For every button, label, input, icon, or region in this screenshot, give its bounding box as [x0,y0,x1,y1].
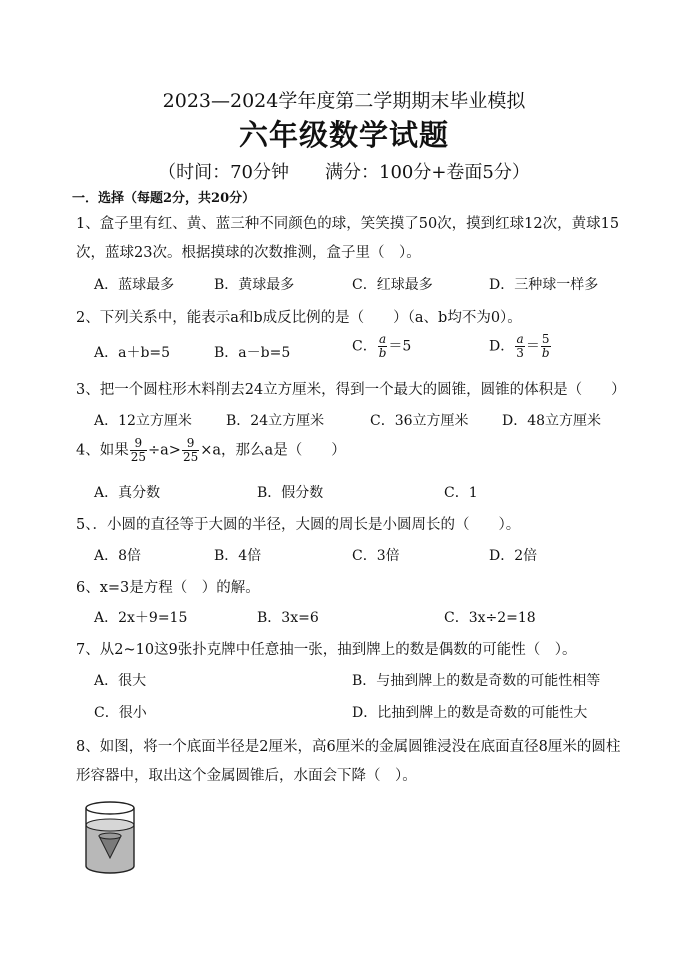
question-7-stem: 7、从2~10这9张扑克牌中任意抽一张，抽到牌上的数是偶数的可能性（ ）。 [76,642,577,658]
q7-option-b[interactable]: B．与抽到牌上的数是奇数的可能性相等 [352,673,601,689]
q1-option-c[interactable]: C．红球最多 [352,277,433,293]
q4-prefix: 4、如果 [76,442,129,459]
q3-option-d[interactable]: D．48立方厘米 [502,413,602,429]
section-heading: 一．选择（每题2分，共20分） [72,191,256,206]
q3-option-c[interactable]: C．36立方厘米 [370,413,469,429]
q4-option-a[interactable]: A．真分数 [94,485,161,501]
q4-option-c[interactable]: C．1 [444,485,478,501]
q1-option-b[interactable]: B．黄球最多 [214,277,295,293]
cone-base [99,833,121,839]
q3-option-b[interactable]: B．24立方厘米 [226,413,325,429]
cylinder-top-rim [86,802,134,814]
q2-option-c[interactable] [352,333,411,360]
question-8-line-2: 形容器中，取出这个金属圆锥后，水面会下降（ ）。 [76,768,417,784]
q2-option-d-label: D． [489,338,515,355]
q4-suffix: ×a，那么a是（ ） [200,442,346,459]
question-8-line-1: 8、如图，将一个底面半径是2厘米，高6厘米的金属圆锥浸没在底面直径8厘米的圆柱 [76,739,621,755]
q3-option-a[interactable]: A．12立方厘米 [94,413,192,429]
q6-option-c[interactable]: C．3x÷2=18 [444,610,536,626]
q1-option-d[interactable]: D．三种球一样多 [489,277,599,293]
q2-option-c-fraction: $\frac{a}{b}$ [378,332,387,360]
q2-option-d-fraction-2: $\frac{5}{b}$ [541,332,550,360]
q4-fraction-2: $\frac{9}{25}$ [182,436,199,464]
question-6-stem: 6、x=3是方程（ ）的解。 [76,580,260,596]
q5-option-b[interactable]: B．4倍 [214,548,262,564]
q4-fraction-1: $\frac{9}{25}$ [130,436,147,464]
question-1-line-1: 1、盒子里有红、黄、蓝三种不同颜色的球，笑笑摸了50次，摸到红球12次，黄球15 [76,216,620,232]
question-5-stem: 5、．小圆的直径等于大圆的半径，大圆的周长是小圆周长的（ ）。 [76,517,521,533]
cylinder-with-cone-figure [84,800,136,876]
q2-option-c-rest: ＝5 [388,338,412,355]
q7-option-d[interactable]: D．比抽到牌上的数是奇数的可能性大 [352,705,588,721]
exam-title: 六年级数学试题 [238,118,449,152]
q2-option-b[interactable]: B．a－b=5 [214,345,291,361]
q7-option-c[interactable]: C．很小 [94,705,147,721]
q2-option-d[interactable] [489,333,552,360]
question-1-line-2: 次，蓝球23次。根据摸球的次数推测，盒子里（ ）。 [76,245,421,261]
q1-option-a[interactable]: A．蓝球最多 [94,277,175,293]
q6-option-b[interactable]: B．3x=6 [257,610,319,626]
q5-option-a[interactable]: A．8倍 [94,548,142,564]
exam-subtitle: 2023—2024学年度第二学期期末毕业模拟 [162,90,526,112]
q6-option-a[interactable]: A．2x＋9=15 [94,610,188,626]
q2-option-c-label: C． [352,338,377,355]
q4-middle: ÷a> [148,442,181,459]
q4-option-b[interactable]: B．假分数 [257,485,324,501]
water-surface [86,819,134,831]
q2-option-d-fraction-1: $\frac{a}{3}$ [516,332,524,360]
question-3-stem: 3、把一个圆柱形木料削去24立方厘米，得到一个最大的圆锥，圆锥的体积是（ ） [76,382,626,398]
q2-option-a[interactable]: A．a＋b=5 [94,345,171,361]
q5-option-d[interactable]: D．2倍 [489,548,538,564]
question-2-stem: 2、下列关系中，能表示a和b成反比例的是（ ）（a、b均不为0）。 [76,310,522,326]
exam-time-score: （时间：70分钟 满分：100分+卷面5分） [158,162,530,183]
q7-option-a[interactable]: A．很大 [94,673,147,689]
q5-option-c[interactable]: C．3倍 [352,548,400,564]
question-4-stem [76,437,346,464]
q2-option-d-equals: ＝ [525,338,540,355]
